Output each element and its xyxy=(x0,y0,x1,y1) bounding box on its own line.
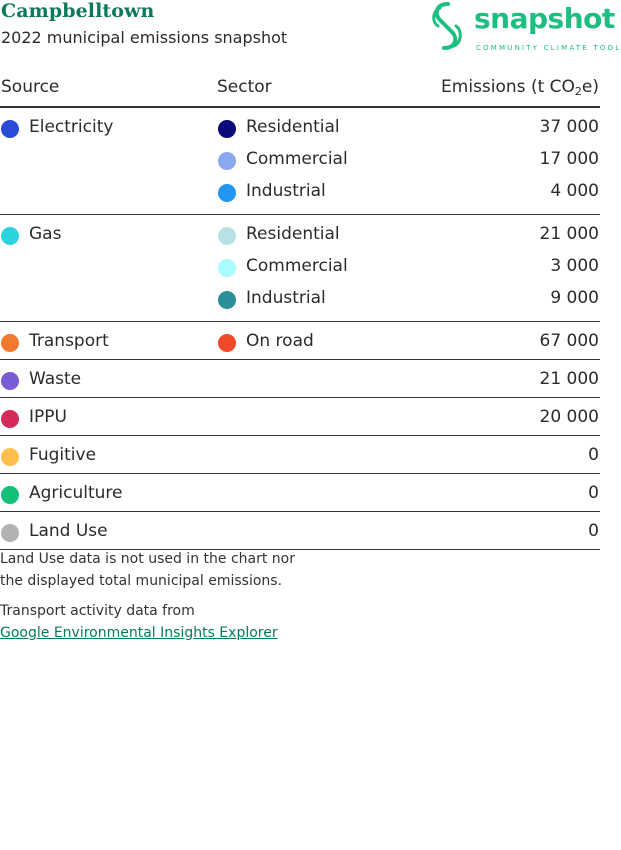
column-header-source: Source xyxy=(1,77,60,97)
table-row xyxy=(0,253,600,285)
transport-note-text: Transport activity data from xyxy=(0,603,195,619)
sector-color-dot xyxy=(218,334,236,352)
sector-color-dot xyxy=(218,120,236,138)
emissions-value: 21 000 xyxy=(539,369,599,389)
insights-explorer-link[interactable]: Google Environmental Insights Explorer xyxy=(0,625,278,641)
table-row xyxy=(0,360,600,397)
page-subtitle: 2022 municipal emissions snapshot xyxy=(1,28,288,47)
emissions-table xyxy=(0,72,600,550)
source-group xyxy=(0,436,600,474)
source-color-dot xyxy=(1,334,19,352)
source-group xyxy=(0,215,600,322)
sector-label: Industrial xyxy=(246,288,326,308)
source-label: Transport xyxy=(29,331,109,351)
sector-label: Residential xyxy=(246,224,340,244)
emissions-value: 4 000 xyxy=(550,181,599,201)
emissions-value: 21 000 xyxy=(539,224,599,244)
sector-label: Commercial xyxy=(246,256,348,276)
source-color-dot xyxy=(1,524,19,542)
source-color-dot xyxy=(1,120,19,138)
sector-color-dot xyxy=(218,291,236,309)
logo-wordmark: snapshot xyxy=(474,2,615,35)
column-header-emissions: Emissions (t $CO_2e$) xyxy=(441,77,599,98)
sector-label: Residential xyxy=(246,117,340,137)
emissions-value: 0 xyxy=(588,483,599,503)
sector-color-dot xyxy=(218,152,236,170)
table-row xyxy=(0,322,600,359)
table-row xyxy=(0,108,600,146)
source-group xyxy=(0,108,600,215)
emissions-value: 9 000 xyxy=(550,288,599,308)
emissions-value: 37 000 xyxy=(539,117,599,137)
table-row xyxy=(0,178,600,214)
table-row xyxy=(0,474,600,511)
sector-color-dot xyxy=(218,227,236,245)
source-group xyxy=(0,512,600,550)
source-color-dot xyxy=(1,227,19,245)
sector-color-dot xyxy=(218,259,236,277)
source-label: Agriculture xyxy=(29,483,123,503)
source-group xyxy=(0,474,600,512)
table-body xyxy=(0,108,600,550)
transport-note xyxy=(0,600,320,644)
emissions-value: 3 000 xyxy=(550,256,599,276)
emissions-value: 0 xyxy=(588,445,599,465)
table-row xyxy=(0,512,600,549)
source-label: Gas xyxy=(29,224,62,244)
source-color-dot xyxy=(1,372,19,390)
source-label: Electricity xyxy=(29,117,114,137)
snapshot-logo xyxy=(428,0,621,54)
emissions-value: 67 000 xyxy=(539,331,599,351)
table-row xyxy=(0,215,600,253)
table-row xyxy=(0,436,600,473)
source-label: Waste xyxy=(29,369,82,389)
source-group xyxy=(0,360,600,398)
source-color-dot xyxy=(1,410,19,428)
column-header-sector: Sector xyxy=(217,77,272,97)
table-row xyxy=(0,285,600,321)
emissions-value: 20 000 xyxy=(539,407,599,427)
source-label: IPPU xyxy=(29,407,67,427)
sector-label: Industrial xyxy=(246,181,326,201)
land-use-note: Land Use data is not used in the chart nor the displayed total municipal emissions. xyxy=(0,551,295,589)
snapshot-logo-icon xyxy=(428,0,468,54)
source-color-dot xyxy=(1,486,19,504)
source-group xyxy=(0,322,600,360)
footnotes xyxy=(0,548,320,644)
sector-label: Commercial xyxy=(246,149,348,169)
table-row xyxy=(0,146,600,178)
emissions-value: 0 xyxy=(588,521,599,541)
page-title: Campbelltown xyxy=(1,0,155,22)
sector-color-dot xyxy=(218,184,236,202)
source-group xyxy=(0,398,600,436)
emissions-value: 17 000 xyxy=(539,149,599,169)
source-color-dot xyxy=(1,448,19,466)
logo-tagline: COMMUNITY CLIMATE TOOL xyxy=(476,44,621,52)
table-header xyxy=(0,72,600,108)
source-label: Fugitive xyxy=(29,445,97,465)
sector-label: On road xyxy=(246,331,314,351)
source-label: Land Use xyxy=(29,521,108,541)
table-row xyxy=(0,398,600,435)
